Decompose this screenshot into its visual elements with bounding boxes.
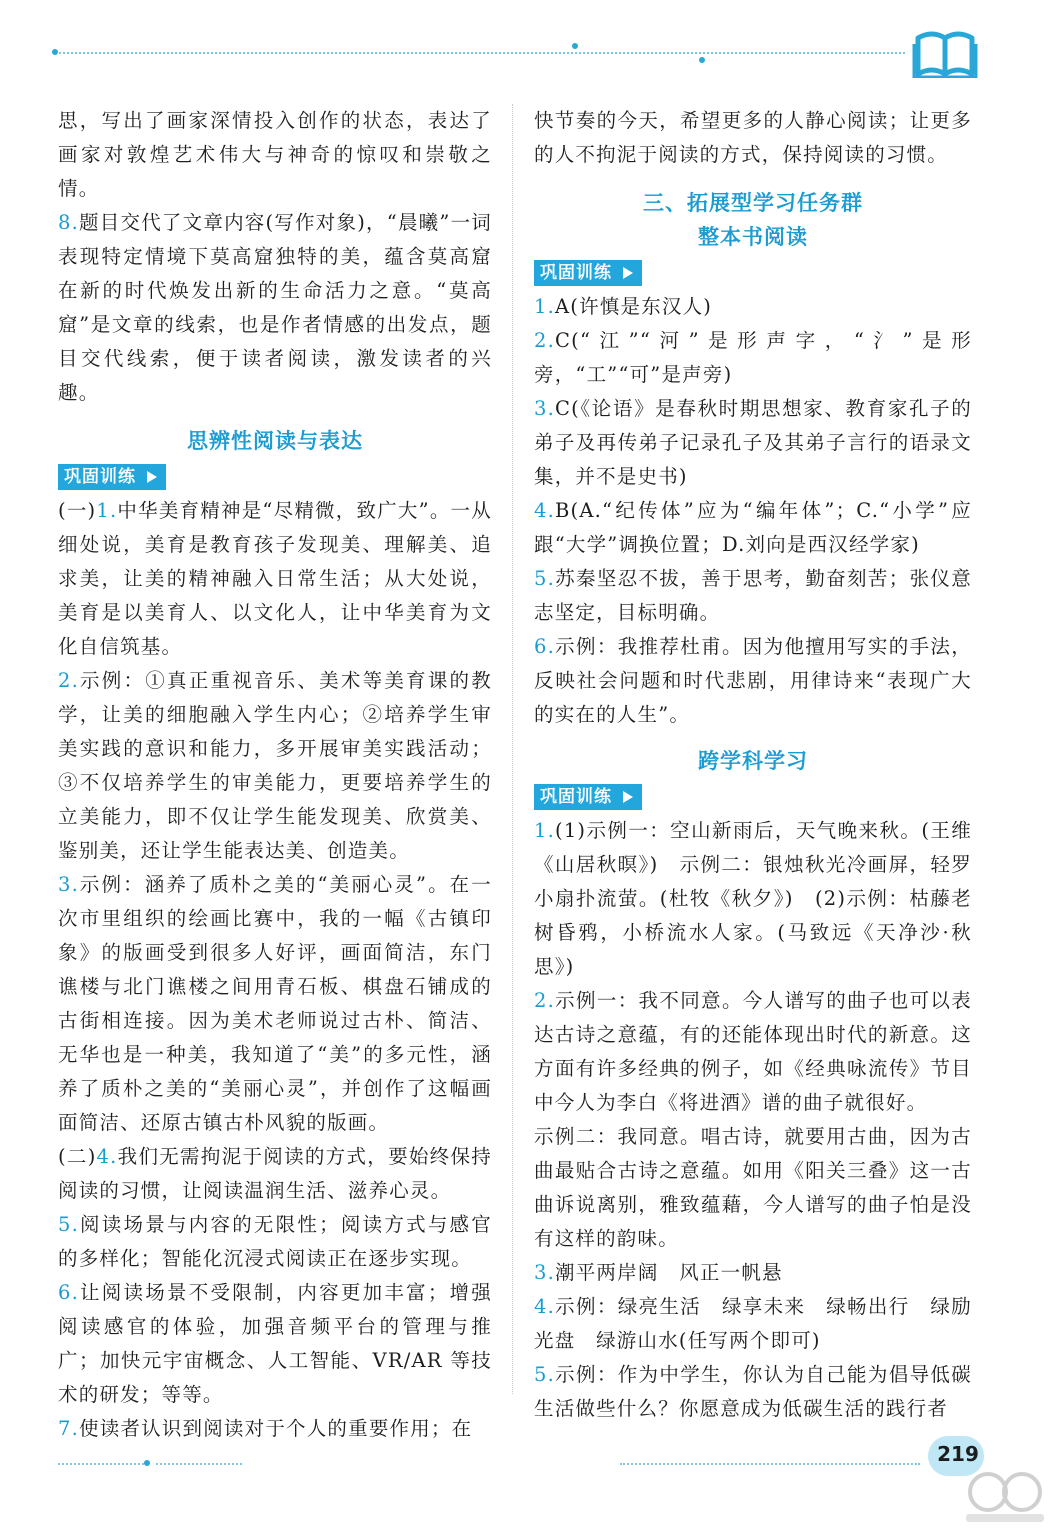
item-number: 4. <box>534 1295 556 1318</box>
part-prefix: (二) <box>58 1145 97 1168</box>
header-dotted-rule <box>55 52 905 54</box>
answer-item <box>534 1290 972 1358</box>
section-title: 跨学科学习 <box>698 749 808 773</box>
item-number: 2. <box>58 669 80 692</box>
answer-text: 阅读场景与内容的无限性；阅读方式与感官的多样化；智能化沉浸式阅读正在逐步实现。 <box>58 1213 492 1270</box>
answer-text: A(许慎是东汉人) <box>555 295 713 318</box>
answer-item <box>58 206 492 410</box>
answer-item <box>58 1276 492 1412</box>
play-arrow-icon <box>623 267 633 279</box>
item-number: 3. <box>534 397 556 420</box>
answer-item <box>534 562 972 630</box>
answer-text: C(《论语》是春秋时期思想家、教育家孔子的弟子及再传弟子记录孔子及其弟子言行的语录文集，并不是史书) <box>534 397 972 488</box>
answer-text: C(“江”“河”是形声字，“氵”是形旁，“工”“可”是声旁) <box>534 329 972 386</box>
item-number: 4. <box>96 1145 118 1168</box>
answer-text: 示例：我推荐杜甫。因为他擅用写实的手法，反映社会问题和时代悲剧，用律诗来“表现广大的实在的人生”。 <box>534 635 972 726</box>
answer-item <box>58 1208 492 1276</box>
answer-text: 中华美育精神是“尽精微，致广大”。一从细处说，美育是教育孩子发现美、理解美、追求美，让美的精神融入日常生活；从大处说，美育是以美育人、以文化人，让中华美育为文化自信筑基。 <box>58 499 492 658</box>
answer-text: 示例：作为中学生，你认为自己能为倡导低碳生活做些什么？你愿意成为低碳生活的践行者 <box>534 1363 972 1420</box>
answer-item <box>58 1412 492 1446</box>
item-number: 4. <box>534 499 556 522</box>
item-number: 5. <box>534 567 556 590</box>
left-column <box>58 104 492 1446</box>
footer-dotted-rule <box>620 1463 920 1465</box>
answer-item <box>534 984 972 1120</box>
item-number: 1. <box>96 499 118 522</box>
answer-text: 思，写出了画家深情投入创作的状态，表达了画家对敦煌艺术伟大与神奇的惊叹和崇敬之情。 <box>58 109 492 200</box>
practice-tag-label: 巩固训练 <box>540 263 612 283</box>
practice-tag <box>534 784 642 810</box>
open-book-icon <box>912 28 978 78</box>
answer-item <box>534 324 972 392</box>
footer-dotted-rule <box>58 1463 144 1465</box>
practice-tag-label: 巩固训练 <box>64 467 136 487</box>
practice-tag <box>58 464 166 490</box>
watermark-logo-icon <box>960 1462 1050 1526</box>
answer-text: 示例：①真正重视音乐、美术等美育课的教学，让美的细胞融入学生内心；②培养学生审美实践的意识和能力，多开展审美实践活动；③不仅培养学生的审美能力，更要培养学生的立美能力，即不仅让学生能发现美、欣赏美、鉴别美，还让学生能表达美、创造美。 <box>58 669 492 862</box>
answer-text: 示例二：我同意。唱古诗，就要用古曲，因为古曲最贴合古诗之意蕴。如用《阳关三叠》这一古曲诉说离别，雅致蕴藉，今人谱写的曲子怕是没有这样的韵味。 <box>534 1125 972 1250</box>
item-number: 1. <box>534 295 556 318</box>
answer-item <box>58 1140 492 1208</box>
item-number: 3. <box>58 873 80 896</box>
answer-text: (1)示例一：空山新雨后，天气晚来秋。(王维《山居秋暝》) 示例二：银烛秋光冷画屏，轻罗小扇扑流萤。(杜牧《秋夕》) (2)示例：枯藤老树昏鸦，小桥流水人家。(马致远《天净沙·秋思》) <box>534 819 972 978</box>
answer-text: 题目交代了文章内容(写作对象)，“晨曦”一词表现特定情境下莫高窟独特的美，蕴含莫高窟在新的时代焕发出新的生命活力之意。“莫高窟”是文章的线索，也是作者情感的出发点，题目交代线索，便于读者阅读，激发读者的兴趣。 <box>58 211 492 404</box>
item-number: 2. <box>534 329 556 352</box>
answer-text: 示例：绿亮生活 绿享未来 绿畅出行 绿励光盘 绿游山水(任写两个即可) <box>534 1295 972 1352</box>
answer-item <box>58 868 492 1140</box>
answer-item <box>534 290 972 324</box>
section-title: 思辨性阅读与表达 <box>187 429 363 453</box>
header-dot <box>52 49 58 55</box>
header-dot <box>699 57 705 63</box>
part-prefix: (一) <box>58 499 97 522</box>
answer-text: 示例一：我不同意。今人谱写的曲子也可以表达古诗之意蕴，有的还能体现出时代的新意。这方面有许多经典的例子，如《经典咏流传》节目中今人为李白《将进酒》谱的曲子就很好。 <box>534 989 972 1114</box>
item-number: 6. <box>534 635 556 658</box>
item-number: 5. <box>534 1363 556 1386</box>
item-number: 6. <box>58 1281 80 1304</box>
answer-text: 让阅读场景不受限制，内容更加丰富；增强阅读感官的体验，加强音频平台的管理与推广；加快元宇宙概念、人工智能、VR/AR 等技术的研发；等等。 <box>58 1281 492 1406</box>
answer-item <box>534 814 972 984</box>
page-number: 219 <box>937 1442 979 1466</box>
answer-item <box>58 494 492 664</box>
item-number: 8. <box>58 211 80 234</box>
item-number: 3. <box>534 1261 556 1284</box>
answer-text: 示例：涵养了质朴之美的“美丽心灵”。在一次市里组织的绘画比赛中，我的一幅《古镇印象》的版画受到很多人好评，画面简洁，东门谯楼与北门谯楼之间用青石板、棋盘石铺成的古街相连接。因为美术老师说过古朴、简洁、无华也是一种美，我知道了“美”的多元性，涵养了质朴之美的“美丽心灵”，并创作了这幅画面简洁、还原古镇古朴风貌的版画。 <box>58 873 492 1134</box>
answer-item <box>58 664 492 868</box>
item-number: 2. <box>534 989 556 1012</box>
answer-text: 苏秦坚忍不拔，善于思考，勤奋刻苦；张仪意志坚定，目标明确。 <box>534 567 972 624</box>
section-subtitle: 整本书阅读 <box>698 225 808 249</box>
header-dot <box>572 43 578 49</box>
item-number: 7. <box>58 1417 80 1440</box>
section-title: 三、拓展型学习任务群 <box>643 191 863 215</box>
answer-item <box>534 630 972 732</box>
column-divider <box>512 104 513 1394</box>
practice-tag <box>534 260 642 286</box>
answer-item <box>534 494 972 562</box>
item-number: 5. <box>58 1213 80 1236</box>
practice-tag-label: 巩固训练 <box>540 787 612 807</box>
answer-text: 使读者认识到阅读对于个人的重要作用；在 <box>79 1417 473 1440</box>
footer-dot <box>144 1460 150 1466</box>
answer-item <box>534 392 972 494</box>
answer-text: 潮平两岸阔 风正一帆悬 <box>555 1261 783 1284</box>
answer-text: 我们无需拘泥于阅读的方式，要始终保持阅读的习惯，让阅读温润生活、滋养心灵。 <box>58 1145 492 1202</box>
play-arrow-icon <box>147 471 157 483</box>
right-column <box>534 104 972 1426</box>
play-arrow-icon <box>623 791 633 803</box>
item-number: 1. <box>534 819 556 842</box>
answer-item <box>534 1358 972 1426</box>
answer-text: B(A.“纪传体”应为“编年体”；C.“小学”应跟“大学”调换位置；D.刘向是西汉经学家) <box>534 499 972 556</box>
answer-text: 快节奏的今天，希望更多的人静心阅读；让更多的人不拘泥于阅读的方式，保持阅读的习惯。 <box>534 109 972 166</box>
footer-dotted-rule <box>156 1463 242 1465</box>
answer-item <box>534 1256 972 1290</box>
